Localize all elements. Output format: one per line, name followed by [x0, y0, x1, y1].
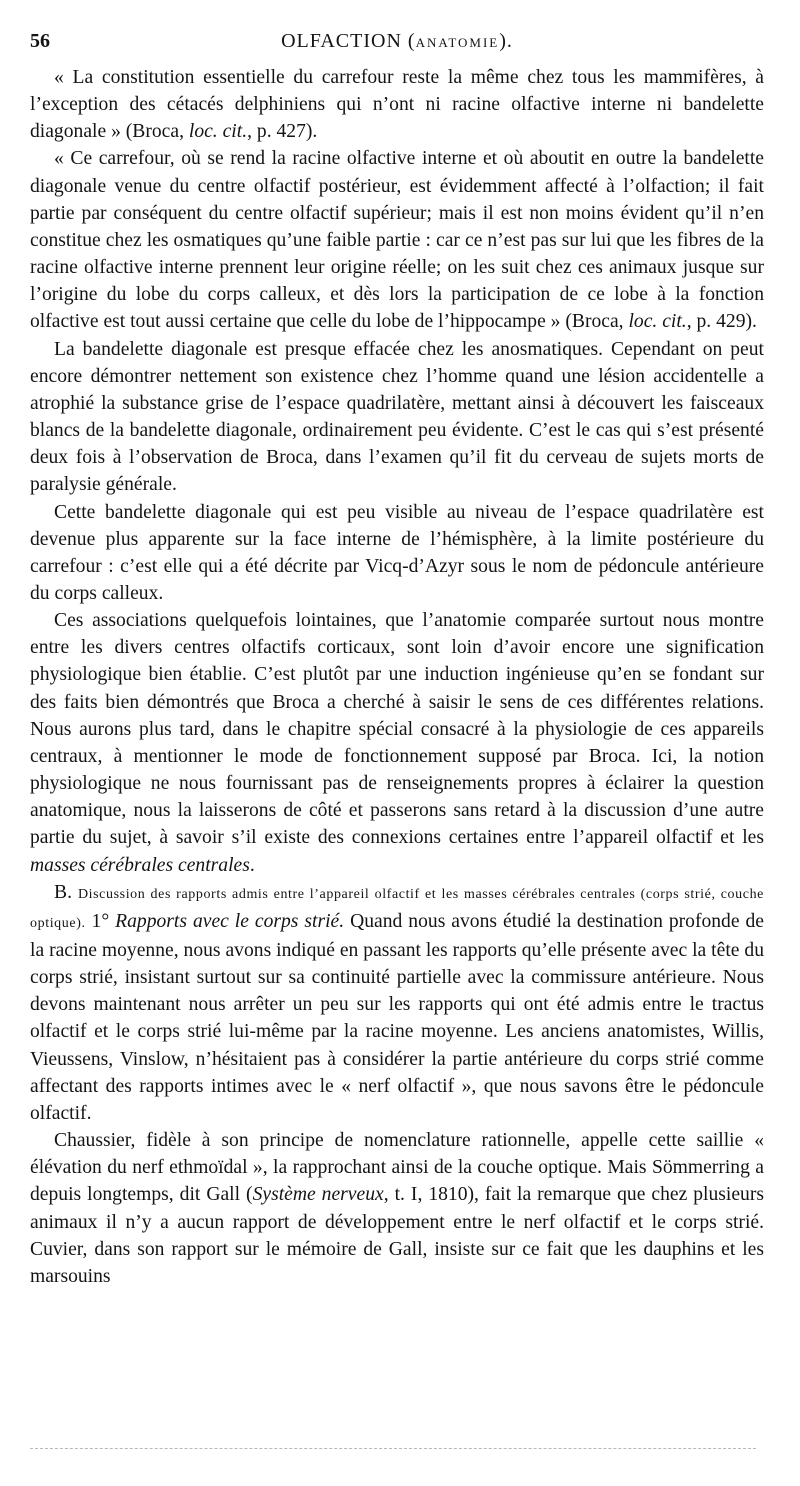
- page: [30, 26, 764, 1290]
- footer-divider: [30, 1448, 756, 1449]
- page-header: [30, 26, 764, 64]
- paragraph-pedoncule: Cette bandelette diagonale qui est peu visible au niveau de l’espace quadrilatère est devenue plus apparente sur la face interne de l’hémisphère, à la limite postérieure du carrefour : c’est elle qui a été décrite par Vicq-d’Azyr sous le nom de pédoncule antérieure du corps calleux.: [30, 501, 764, 604]
- paragraph-chaussier: Chaussier, fidèle à son principe de nomenclature rationnelle, appelle cette saillie « élévation du nerf ethmoïdal », la rapprochant ainsi de la couche optique. Mais Sömmerring a depuis longtemps, dit Gall (Système nerveux, t. I, 1810), fait la remarque que chez plusieurs animaux il n’y a aucun rapport de développement entre le nerf olfactif et le corps strié. Cuvier, dans son rapport sur le mémoire de Gall, insiste sur ce fait que les dauphins et les marsouins: [30, 1130, 765, 1287]
- paragraph-section-b: B. Discussion des rapports admis entre l’appareil olfactif et les masses cérébrales centrales (corps strié, couche optique). 1° Rapports avec le corps strié. Quand nous avons étudié la destination profonde de la racine moyenne, nous avons indiqué en passant les rapports qu’elle présente avec la tête du corps strié, insistant surtout sur sa continuité partielle avec la commissure antérieure. Nous devons maintenant nous arrêter un peu sur les rapports qui ont été admis entre le tractus olfactif et le corps strié lui-même par la racine moyenne. Les anciens anatomistes, Willis, Vieussens, Vinslow, n’hésitaient pas à considérer la partie antérieure du corps strié comme affectant des rapports intimes avec le « nerf olfactif », que nous savons être le pédoncule olfactif.: [30, 881, 765, 1124]
- paragraph-associations: Ces associations quelquefois lointaines, que l’anatomie comparée surtout nous montre entre les divers centres olfactifs corticaux, sont loin d’avoir encore une signification physiologique bien établie. C’est plutôt par une induction ingénieuse qu’en se fondant sur des faits bien démontrés que Broca a cherché à saisir le sens de ces différentes relations. Nous aurons plus tard, dans le chapitre spécial consacré à la physiologie de ces appareils centraux, à mentionner le mode de fonctionnement supposé par Broca. Ici, la notion physiologique ne nous fournissant pas de renseignements propres à éclairer la question anatomique, nous la laisserons de côté et passerons sans retard à la discussion d’une autre partie du sujet, à savoir s’il existe des connexions certaines entre l’appareil olfactif et les masses cérébrales centrales.: [30, 610, 764, 876]
- running-title: [30, 30, 764, 53]
- body-text: [30, 64, 764, 1290]
- running-title-small: ANATOMIE: [415, 35, 500, 50]
- paragraph-quote-2: « Ce carrefour, où se rend la racine olfactive interne et où aboutit en outre la bandelette diagonale venue du centre olfactif postérieur, est évidemment affecté à l’olfaction; il fait partie par conséquent du centre olfactif supérieur; mais il est non moins évident qu’il n’en constitue chez les osmatiques qu’une faible partie : car ce n’est pas sur lui que les fibres de la racine olfactive interne prennent leur origine réelle; on les suit chez ces animaux jusque sur l’origine du lobe du corps calleux, et dès lors la participation de ce lobe à la fonction olfactive est tout aussi certaine que celle du lobe de l’hippocampe » (Broca, loc. cit., p. 429).: [30, 148, 764, 333]
- section-label: B.: [54, 881, 72, 903]
- running-title-paren-close: ).: [499, 30, 513, 52]
- section-heading: Discussion des rapports admis entre l’appareil olfactif et les masses cérébrales centrales (corps strié, couche optique).: [30, 886, 764, 931]
- paragraph-bandelette: La bandelette diagonale est presque effacée chez les anosmatiques. Cependant on peut encore démontrer nettement son existence chez l’homme quand une lésion accidentelle a atrophié la substance grise de l’espace quadrilatère, mettant ainsi à découvert les faisceaux blancs de la bandelette diagonale, ordinairement peu évidente. C’est le cas qui s’est présenté deux fois à l’observation de Broca, dans l’examen qu’il fit du cerveau de sujets morts de paralysie générale.: [30, 338, 764, 496]
- running-title-paren-open: (: [407, 30, 416, 52]
- page-number: 56: [30, 30, 50, 52]
- running-title-main: OLFACTION: [281, 30, 402, 52]
- paragraph-quote-1: « La constitution essentielle du carrefour reste la même chez tous les mammifères, à l’exception des cétacés delphiniens qui n’ont ni racine olfactive interne ni bandelette diagonale » (Broca, loc. cit., p. 427).: [30, 67, 764, 143]
- subsection-title: Rapports avec le corps strié.: [115, 910, 345, 932]
